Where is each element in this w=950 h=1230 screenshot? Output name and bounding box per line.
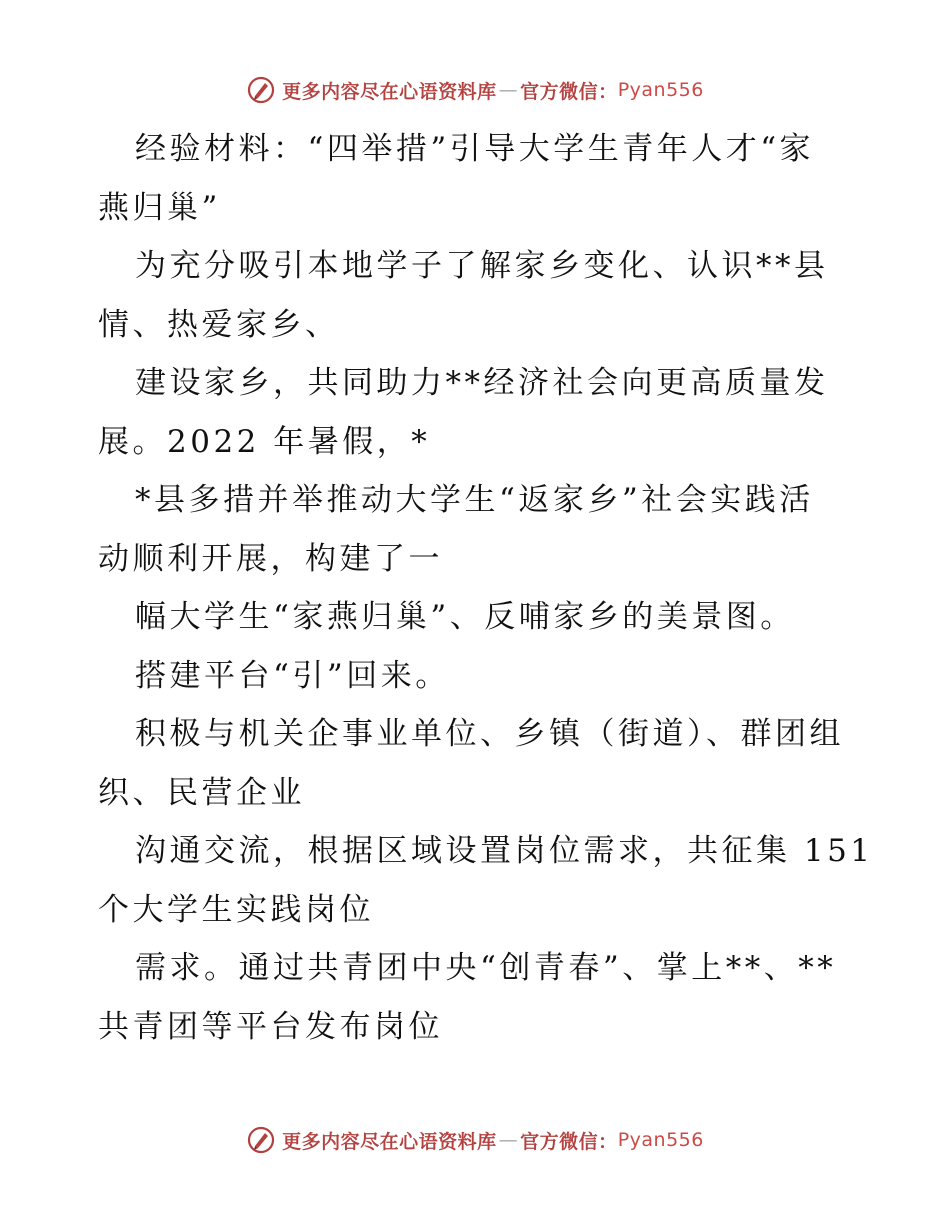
- footer-watermark: [0, 1120, 950, 1160]
- paragraph-line: 积极与机关企事业单位、乡镇（街道）、群团组: [135, 716, 844, 752]
- paragraph-line: 沟通交流，根据区域设置岗位需求，共征集 151: [135, 833, 874, 869]
- pen-logo-icon: [246, 75, 276, 105]
- section-heading: 搭建平台“引”回来。: [135, 657, 450, 694]
- watermark-label: 官方微信：: [520, 1130, 618, 1153]
- paragraph-line: 幅大学生“家燕归巢”、反哺家乡的美景图。: [135, 599, 795, 635]
- paragraph-line: 情、热爱家乡、: [98, 306, 340, 343]
- watermark-dash: —: [498, 79, 519, 101]
- watermark-handle: Pyan556: [617, 79, 704, 101]
- watermark-handle: Pyan556: [617, 1129, 704, 1151]
- paragraph-line: 展。2022 年暑假，*: [98, 423, 431, 460]
- watermark-dash: —: [498, 1129, 519, 1151]
- pen-logo-icon: [246, 1125, 276, 1155]
- paragraph-line: 建设家乡，共同助力**经济社会向更高质量发: [135, 365, 829, 401]
- header-watermark: [0, 70, 950, 110]
- paragraph-line: *县多措并举推动大学生“返家乡”社会实践活: [135, 482, 814, 518]
- watermark-text: 更多内容尽在心语资料库: [282, 1130, 497, 1153]
- paragraph-line: 为充分吸引本地学子了解家乡变化、认识**县: [135, 248, 829, 284]
- paragraph-line: 织、民营企业: [98, 774, 305, 811]
- paragraph-line: 需求。通过共青团中央“创青春”、掌上**、**: [135, 950, 837, 986]
- title-line-2: 燕归巢”: [98, 189, 221, 226]
- paragraph-line: 个大学生实践岗位: [98, 891, 374, 928]
- paragraph-line: 动顺利开展，构建了一: [98, 540, 443, 577]
- paragraph-line: 共青团等平台发布岗位: [98, 1008, 443, 1045]
- title-line-1: 经验材料：“四举措”引导大学生青年人才“家: [135, 131, 815, 167]
- watermark-label: 官方微信：: [520, 80, 618, 103]
- watermark-text: 更多内容尽在心语资料库: [282, 80, 497, 103]
- document-body: [98, 120, 874, 1056]
